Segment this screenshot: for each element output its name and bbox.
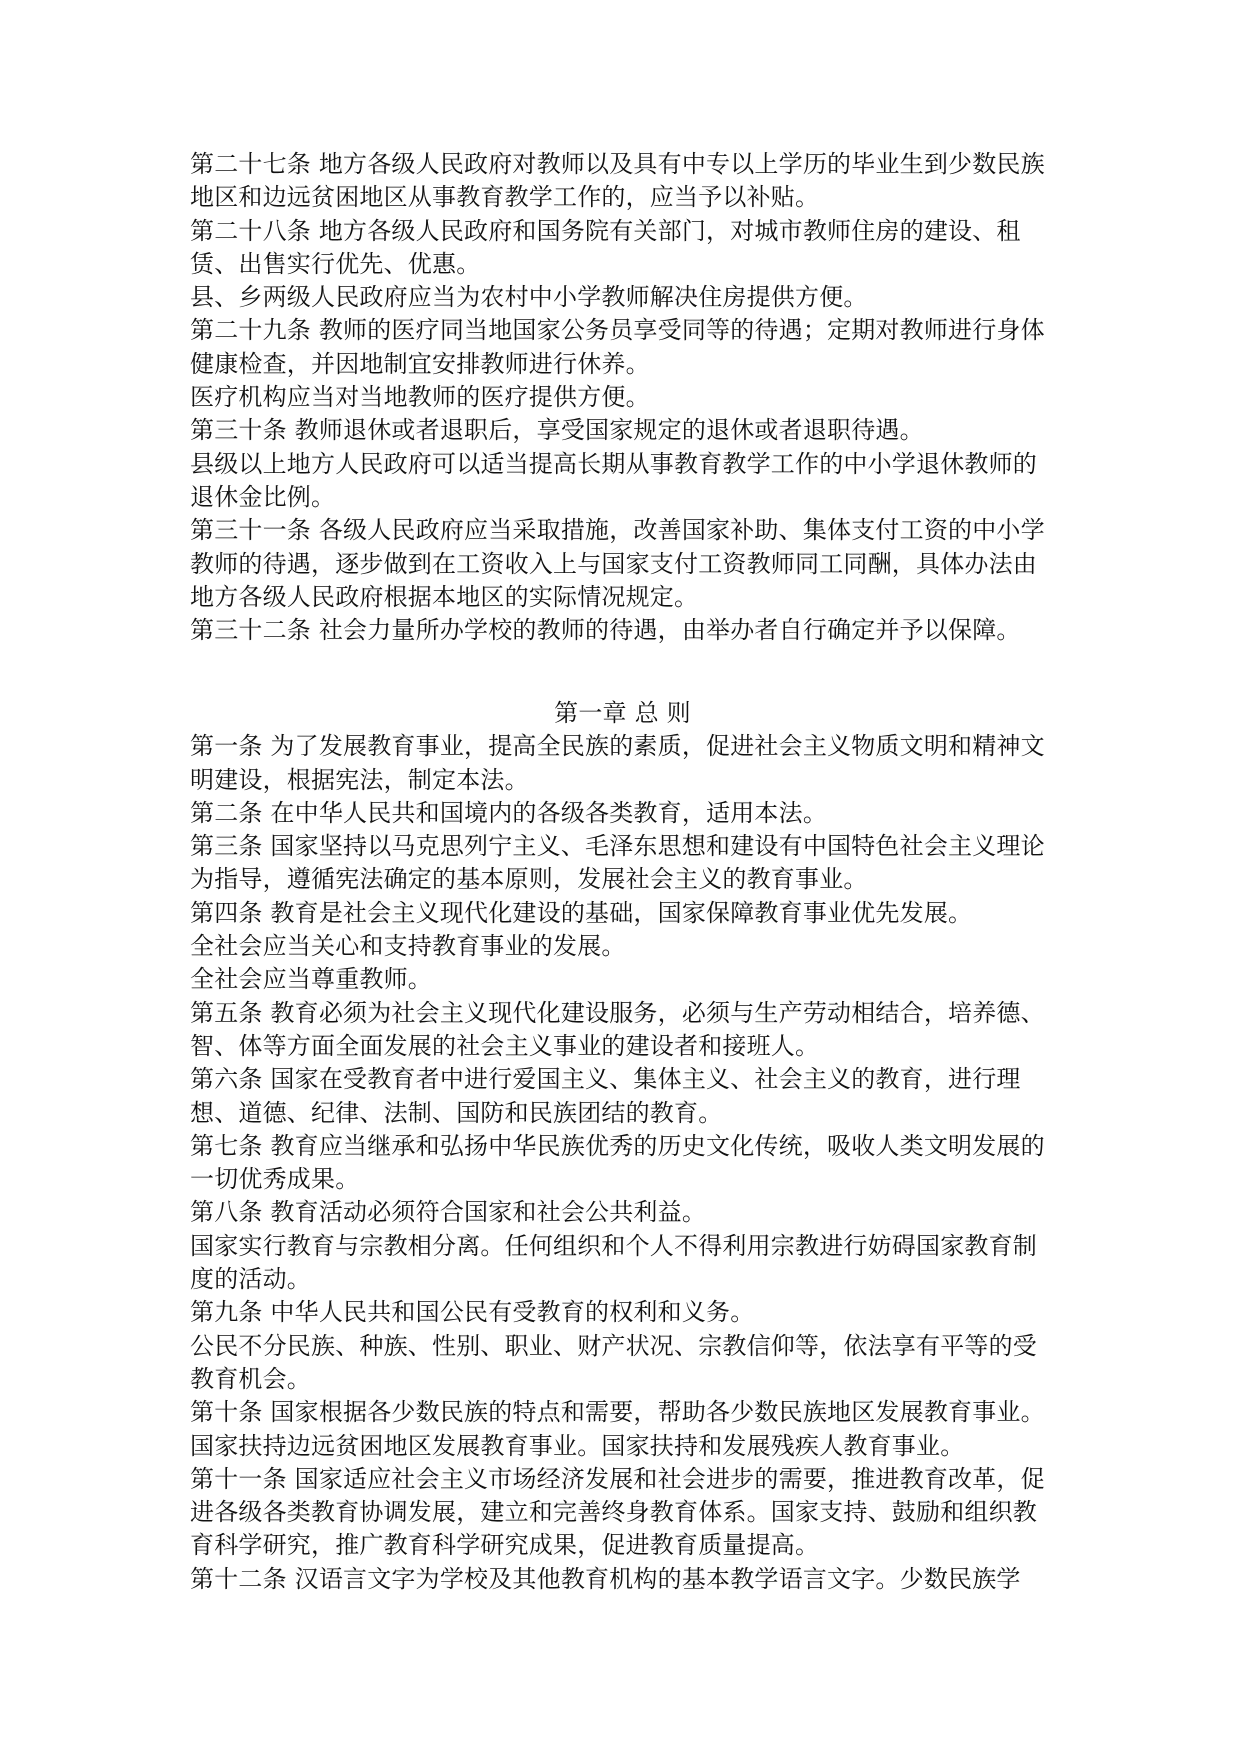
paragraph-article-7: 第七条 教育应当继承和弘扬中华民族优秀的历史文化传统，吸收人类文明发展的一切优秀成果。	[190, 1131, 1045, 1194]
paragraph-article-28: 第二十八条 地方各级人民政府和国务院有关部门，对城市教师住房的建设、租赁、出售实行优先、优惠。	[190, 216, 1021, 278]
paragraph-article-4-respect: 全社会应当尊重教师。	[190, 965, 432, 994]
paragraph-article-30-pension: 县级以上地方人民政府可以适当提高长期从事教育教学工作的中小学退休教师的退休金比例。	[190, 449, 1037, 511]
paragraph-article-28-housing: 县、乡两级人民政府应当为农村中小学教师解决住房提供方便。	[190, 283, 868, 312]
paragraph-article-29: 第二十九条 教师的医疗同当地国家公务员享受同等的待遇；定期对教师进行身体健康检查，并因地制宜安排教师进行休养。	[190, 316, 1045, 378]
text-block-general-provisions	[190, 697, 1055, 1596]
chapter-title: 第一章 总 则	[554, 699, 691, 727]
paragraph-article-31: 第三十一条 各级人民政府应当采取措施，改善国家补助、集体支付工资的中小学教师的待遇，逐步做到在工资收入上与国家支付工资教师同工同酬，具体办法由地方各级人民政府根据本地区的实际情况规定。	[190, 516, 1045, 611]
paragraph-article-3: 第三条 国家坚持以马克思列宁主义、毛泽东思想和建设有中国特色社会主义理论为指导，遵循宪法确定的基本原则，发展社会主义的教育事业。	[190, 832, 1045, 894]
paragraph-article-27: 第二十七条 地方各级人民政府对教师以及具有中专以上学历的毕业生到少数民族地区和边远贫困地区从事教育教学工作的，应当予以补贴。	[190, 150, 1045, 212]
paragraph-article-5: 第五条 教育必须为社会主义现代化建设服务，必须与生产劳动相结合，培养德、智、体等方面全面发展的社会主义事业的建设者和接班人。	[190, 998, 1045, 1060]
paragraph-article-4: 第四条 教育是社会主义现代化建设的基础，国家保障教育事业优先发展。	[190, 898, 973, 927]
paragraph-article-29-medical: 医疗机构应当对当地教师的医疗提供方便。	[190, 383, 650, 412]
paragraph-article-12: 第十二条 汉语言文字为学校及其他教育机构的基本教学语言文字。少数民族学	[190, 1564, 1021, 1593]
paragraph-article-9-equality: 公民不分民族、种族、性别、职业、财产状况、宗教信仰等，依法享有平等的受教育机会。	[190, 1331, 1037, 1393]
paragraph-article-9: 第九条 中华人民共和国公民有受教育的权利和义务。	[190, 1298, 755, 1327]
paragraph-article-10: 第十条 国家根据各少数民族的特点和需要，帮助各少数民族地区发展教育事业。	[190, 1398, 1045, 1427]
paragraph-article-2: 第二条 在中华人民共和国境内的各级各类教育，适用本法。	[190, 798, 828, 827]
paragraph-article-4-support: 全社会应当关心和支持教育事业的发展。	[190, 932, 626, 961]
paragraph-article-1: 第一条 为了发展教育事业，提高全民族的素质，促进社会主义物质文明和精神文明建设，根据宪法，制定本法。	[190, 732, 1045, 794]
paragraph-article-6: 第六条 国家在受教育者中进行爱国主义、集体主义、社会主义的教育，进行理想、道德、纪律、法制、国防和民族团结的教育。	[190, 1065, 1021, 1127]
paragraph-article-8: 第八条 教育活动必须符合国家和社会公共利益。	[190, 1198, 707, 1227]
text-block-teacher-benefits	[190, 148, 1055, 647]
paragraph-article-11: 第十一条 国家适应社会主义市场经济发展和社会进步的需要，推进教育改革，促进各级各类教育协调发展，建立和完善终身教育体系。国家支持、鼓励和组织教育科学研究，推广教育科学研究成果，促进教育质量提高。	[190, 1464, 1045, 1560]
paragraph-article-32: 第三十二条 社会力量所办学校的教师的待遇，由举办者自行确定并予以保障。	[190, 616, 1021, 645]
paragraph-article-30: 第三十条 教师退休或者退职后，享受国家规定的退休或者退职待遇。	[190, 416, 924, 445]
paragraph-article-8-religion: 国家实行教育与宗教相分离。任何组织和个人不得利用宗教进行妨碍国家教育制度的活动。	[190, 1231, 1037, 1294]
paragraph-article-10-remote: 国家扶持边远贫困地区发展教育事业。国家扶持和发展残疾人教育事业。	[190, 1431, 965, 1460]
